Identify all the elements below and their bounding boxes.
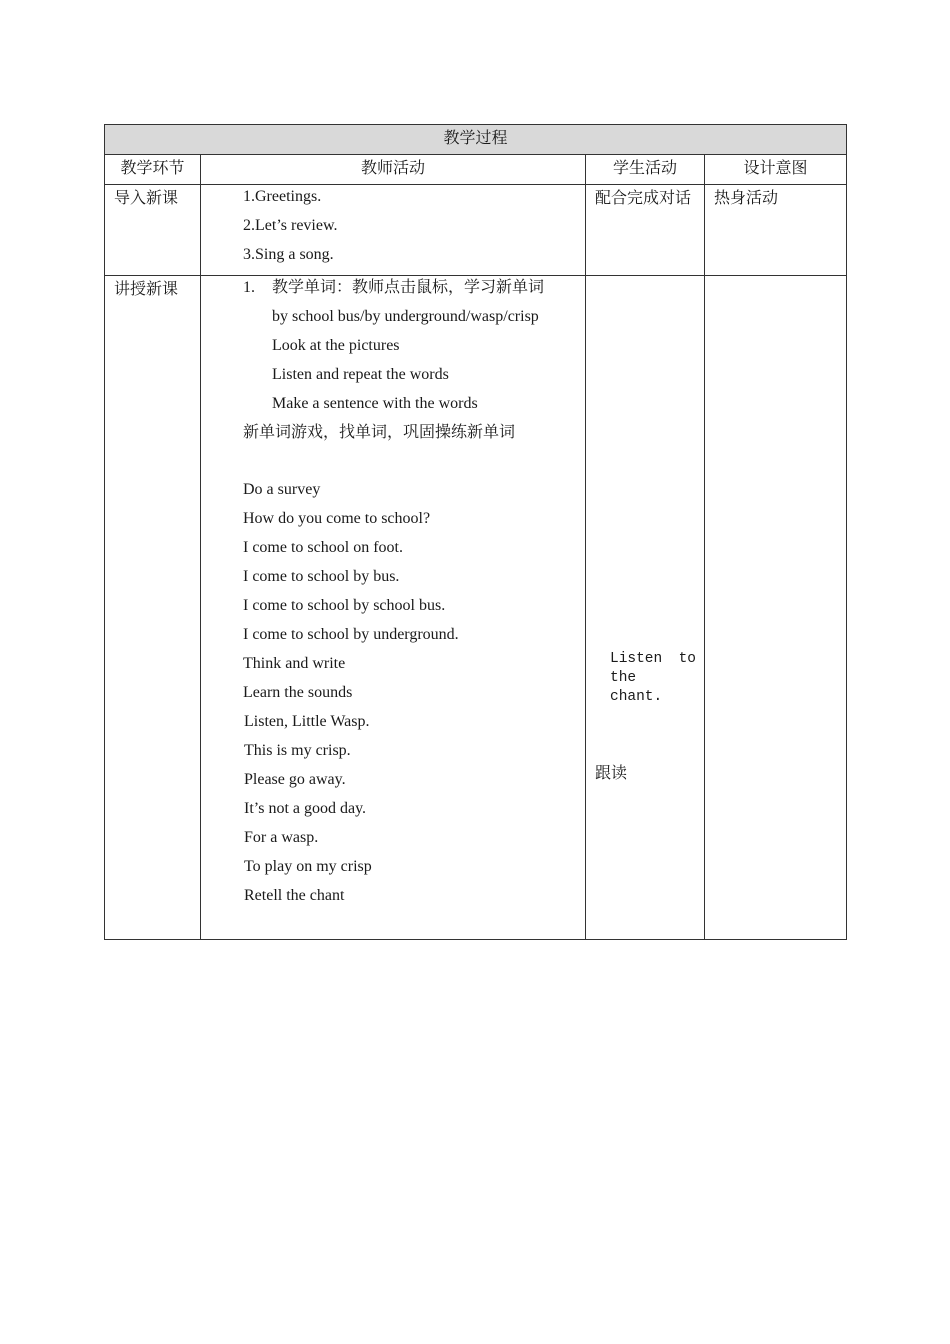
teacher-line: Retell the chant xyxy=(244,887,345,904)
teacher-line: I come to school on foot. xyxy=(243,539,403,556)
teacher-line: This is my crisp. xyxy=(244,742,351,759)
teacher-line: 2.Let’s review. xyxy=(243,217,338,234)
student-activity-new-lesson xyxy=(586,276,705,940)
teacher-line: Please go away. xyxy=(244,771,346,788)
teacher-activity-intro xyxy=(201,185,586,276)
table-title: 教学过程 xyxy=(105,125,847,155)
header-student-activity: 学生活动 xyxy=(586,155,705,185)
student-follow-text: 跟读 xyxy=(595,765,628,782)
student-activity-intro: 配合完成对话 xyxy=(586,185,705,276)
teacher-line: I come to school by underground. xyxy=(243,626,459,643)
design-purpose-intro: 热身活动 xyxy=(705,185,847,276)
list-number: 1. xyxy=(243,279,255,296)
header-design-purpose: 设计意图 xyxy=(705,155,847,185)
header-teacher-activity: 教师活动 xyxy=(201,155,586,185)
teacher-activity-new-lesson xyxy=(201,276,586,940)
teacher-line xyxy=(243,277,585,306)
header-stage: 教学环节 xyxy=(105,155,201,185)
student-listen-text: Listen to the chant. xyxy=(610,651,696,705)
teacher-line: How do you come to school? xyxy=(243,510,431,527)
teacher-line: Listen and repeat the words xyxy=(272,366,449,383)
teacher-line: by school bus/by underground/wasp/crisp xyxy=(272,308,539,325)
teacher-line: 3.Sing a song. xyxy=(243,246,334,263)
teacher-line: Look at the pictures xyxy=(272,337,400,354)
teacher-first-item: 教学单词：教师点击鼠标，学习新单词 xyxy=(272,279,545,296)
teacher-line: Make a sentence with the words xyxy=(272,395,478,412)
stage-new-lesson: 讲授新课 xyxy=(105,276,201,940)
stage-intro: 导入新课 xyxy=(105,185,201,276)
blank-line xyxy=(243,451,585,479)
table-row xyxy=(105,276,847,940)
teacher-line: Listen, Little Wasp. xyxy=(244,713,370,730)
lesson-process-table xyxy=(104,124,847,940)
teacher-line: Think and write xyxy=(243,655,346,672)
teacher-line: Do a survey xyxy=(243,481,321,498)
teacher-line: It’s not a good day. xyxy=(244,800,367,817)
table-row xyxy=(105,185,847,276)
teacher-line: 1.Greetings. xyxy=(243,188,322,205)
teacher-line: Learn the sounds xyxy=(243,684,353,701)
teacher-line: To play on my crisp xyxy=(244,858,372,875)
teacher-line: For a wasp. xyxy=(244,829,319,846)
teacher-line: 新单词游戏，找单词，巩固操练新单词 xyxy=(243,424,516,441)
teacher-line: I come to school by school bus. xyxy=(243,597,446,614)
teacher-line: I come to school by bus. xyxy=(243,568,400,585)
design-purpose-new-lesson xyxy=(705,276,847,940)
